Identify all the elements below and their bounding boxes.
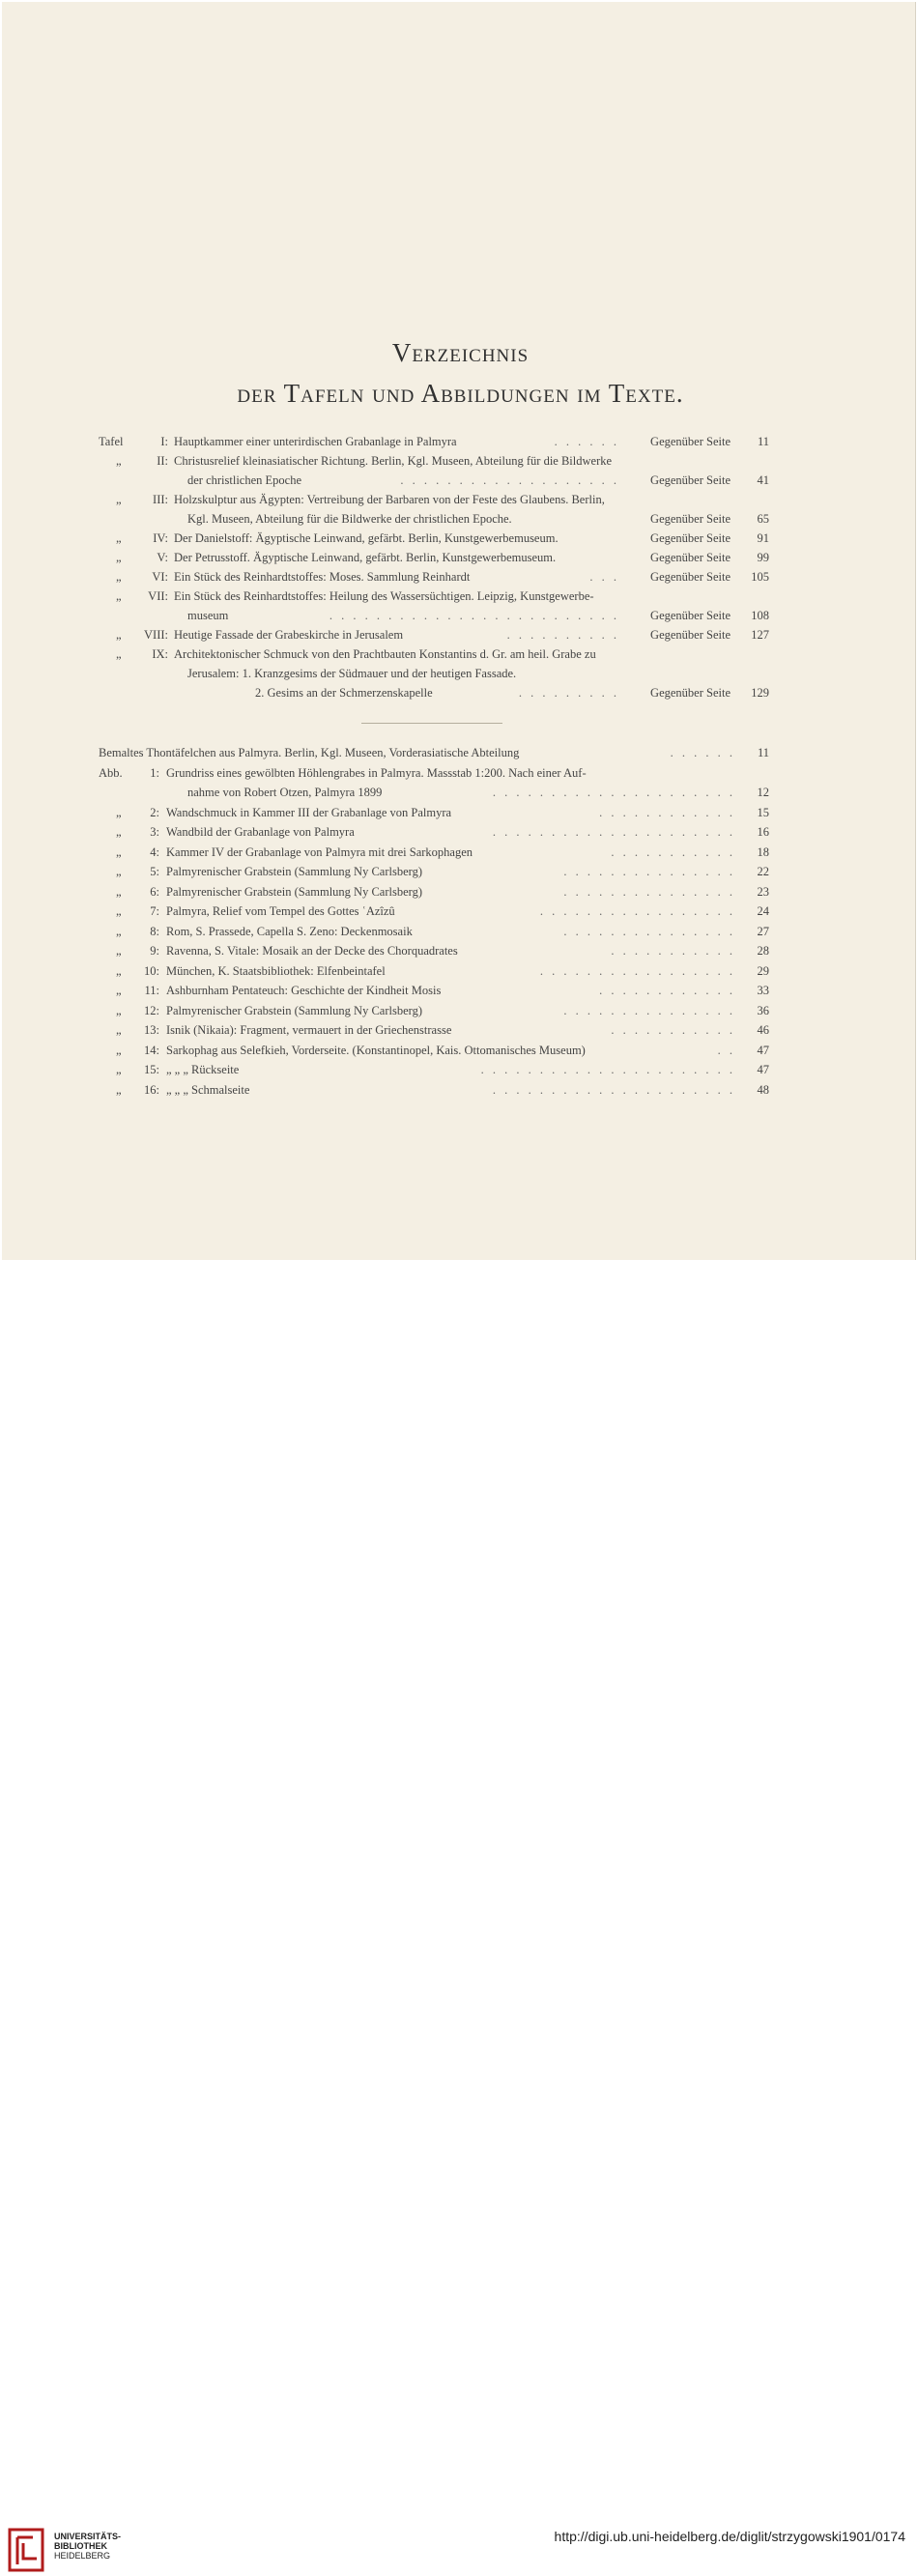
plate-leader-dots: . . . . . . . . .	[518, 686, 619, 700]
plate-row	[2, 529, 917, 548]
plate-title: Der Danielstoff: Ägyptische Leinwand, gefärbt. Berlin, Kunstgewerbemuseum.	[174, 531, 559, 545]
figure-prefix: „	[116, 865, 122, 878]
plate-page-number: 91	[757, 531, 769, 545]
library-name-line1: UNIVERSITÄTS-	[54, 2532, 122, 2541]
figure-row	[2, 1080, 917, 1100]
figure-number: 6:	[150, 884, 159, 899]
plate-title: Holzskulptur aus Ägypten: Vertreibung der Barbaren von der Feste des Glaubens. Berlin,	[174, 493, 605, 506]
library-name-line2: BIBLIOTHEK	[54, 2541, 107, 2551]
plate-row	[2, 587, 917, 606]
plate-title: Ein Stück des Reinhardtstoffes: Moses. Sammlung Reinhardt	[174, 570, 471, 584]
figure-prefix: „	[116, 1043, 122, 1057]
figure-row	[2, 822, 917, 842]
plate-title: Christusrelief kleinasiatischer Richtung. Berlin, Kgl. Museen, Abteilung für die Bildwerke	[174, 454, 613, 468]
library-name	[54, 2532, 121, 2561]
figure-row	[2, 843, 917, 862]
plate-row	[2, 432, 917, 451]
plate-row	[2, 625, 917, 644]
figure-number: 8:	[150, 924, 159, 938]
figure-page-number: 27	[757, 924, 769, 938]
plate-leader-dots: . . . . . .	[554, 435, 619, 448]
figure-page-number: 47	[757, 1063, 769, 1076]
plate-number: I:	[160, 435, 168, 448]
plate-page-number: 41	[757, 473, 769, 487]
figure-prefix: „	[116, 1063, 122, 1076]
figure-row	[2, 941, 917, 960]
plate-row	[2, 644, 917, 664]
figure-title: Palmyrenischer Grabstein (Sammlung Ny Carlsberg)	[166, 884, 422, 899]
figure-page-number: 46	[757, 1023, 769, 1037]
figure-title: Isnik (Nikaia): Fragment, vermauert in der Griechenstrasse	[166, 1023, 452, 1037]
plate-page-number: 99	[757, 551, 769, 564]
figure-prefix: „	[116, 825, 122, 839]
figure-prefix: „	[116, 944, 122, 958]
plate-title: Heutige Fassade der Grabeskirche in Jerusalem	[174, 628, 404, 642]
section-divider	[361, 723, 502, 724]
plate-number: V:	[157, 551, 168, 564]
plate-reference: Gegenüber Seite	[650, 686, 731, 700]
figure-leader-dots: . . . . . . . . . . . . . . .	[563, 1003, 735, 1017]
figure-leader-dots: . . . . . . . . . . . . . . .	[563, 865, 735, 878]
figure-page-number: 23	[757, 884, 769, 899]
scanned-page	[2, 2, 916, 1260]
figure-prefix: „	[116, 924, 122, 938]
source-url-link[interactable]: http://digi.ub.uni-heidelberg.de/diglit/strzygowski1901/0174	[554, 2529, 905, 2544]
plate-reference: Gegenüber Seite	[650, 473, 731, 487]
figure-page-number: 29	[757, 963, 769, 978]
figure-number: 1:	[150, 765, 159, 780]
figure-row	[2, 902, 917, 921]
plate-prefix: „	[116, 454, 122, 468]
figure-row	[2, 763, 917, 783]
plate-title: Ein Stück des Reinhardtstoffes: Heilung des Wassersüchtigen. Leipzig, Kunstgewerbe-	[174, 589, 594, 603]
figure-prefix: „	[116, 1082, 122, 1097]
plate-prefix: „	[116, 628, 122, 642]
plate-number: VI:	[152, 570, 168, 584]
plate-row	[2, 683, 917, 702]
figure-row	[2, 1001, 917, 1020]
figure-leader-dots: . . . . . . . . . . .	[611, 944, 735, 958]
plate-page-number: 11	[757, 435, 769, 448]
page-title: Verzeichnis	[391, 338, 530, 367]
figure-prefix: „	[116, 805, 122, 819]
plate-title: Architektonischer Schmuck von den Prachtbauten Konstantins d. Gr. am heil. Grabe zu	[174, 647, 596, 661]
figure-page-number: 22	[757, 865, 769, 878]
plate-title: Der Petrusstoff. Ägyptische Leinwand, gefärbt. Berlin, Kunstgewerbemuseum.	[174, 551, 557, 564]
figure-number: 9:	[150, 944, 159, 958]
figure-leader-dots: . . . . . . . . . . . . . . . . .	[539, 904, 735, 918]
figure-prefix: „	[116, 884, 122, 899]
plate-row	[2, 567, 917, 587]
plate-prefix: „	[116, 531, 122, 545]
figure-leader-dots: . . . . . . . . . . . .	[599, 805, 735, 819]
page-subtitle: der Tafeln und Abbildungen im Texte.	[237, 379, 684, 408]
figure-title: Ashburnham Pentateuch: Geschichte der Kindheit Mosis	[166, 984, 442, 997]
plate-row	[2, 606, 917, 625]
figure-page-number: 33	[757, 984, 769, 997]
figure-title: Wandbild der Grabanlage von Palmyra	[166, 825, 355, 839]
plate-title: der christlichen Epoche	[187, 473, 302, 487]
plate-number: IX:	[152, 647, 168, 661]
plate-row	[2, 471, 917, 490]
figure-row	[2, 981, 917, 1000]
plate-row	[2, 490, 917, 509]
figure-leader-dots: . .	[717, 1043, 735, 1057]
figure-prefix: „	[116, 984, 122, 997]
plate-reference: Gegenüber Seite	[650, 512, 731, 526]
plate-title: museum	[187, 609, 229, 622]
plate-leader-dots: . . . . . . . . . .	[506, 628, 619, 642]
figure-number: 15:	[144, 1063, 159, 1076]
figure-title: „ „ „ Rückseite	[166, 1063, 240, 1076]
plate-number: VIII:	[144, 628, 168, 642]
plate-number: VII:	[148, 589, 168, 603]
figure-number: 10:	[144, 963, 159, 978]
figure-leader-dots: . . . . . . . . . . . . . . .	[563, 884, 735, 899]
figure-row	[2, 743, 917, 762]
plate-prefix: Tafel	[99, 435, 124, 448]
plate-reference: Gegenüber Seite	[650, 628, 731, 642]
figure-prefix: „	[116, 904, 122, 918]
figure-number: 7:	[150, 904, 159, 918]
library-logo-icon	[8, 2526, 48, 2576]
plate-prefix: „	[116, 589, 122, 603]
plate-title: Jerusalem: 1. Kranzgesims der Südmauer und der heutigen Fassade.	[187, 667, 517, 680]
figure-number: 5:	[150, 865, 159, 878]
plate-number: III:	[153, 493, 168, 506]
figure-title: Palmyrenischer Grabstein (Sammlung Ny Carlsberg)	[166, 1003, 422, 1017]
figure-leader-dots: . . . . . . . . . . . .	[599, 984, 735, 997]
figure-number: 16:	[144, 1082, 159, 1097]
figure-title: München, K. Staatsbibliothek: Elfenbeintafel	[166, 963, 386, 978]
figure-row	[2, 1020, 917, 1040]
figure-row	[2, 1060, 917, 1079]
figure-page-number: 11	[757, 746, 769, 759]
figure-prefix: „	[116, 1003, 122, 1017]
figure-page-number: 48	[757, 1082, 769, 1097]
figure-leader-dots: . . . . . . . . . . .	[611, 844, 735, 859]
plate-reference: Gegenüber Seite	[650, 570, 731, 584]
figure-prefix: „	[116, 844, 122, 859]
figure-title: Palmyrenischer Grabstein (Sammlung Ny Carlsberg)	[166, 865, 422, 878]
plate-number: IV:	[153, 531, 168, 545]
plate-title: Kgl. Museen, Abteilung für die Bildwerke der christlichen Epoche.	[187, 512, 512, 526]
figure-leader-dots: . . . . . . . . . . . . . . . . . . . . .	[492, 786, 735, 799]
figure-prefix: „	[116, 963, 122, 978]
plate-page-number: 108	[751, 609, 769, 622]
figure-title: nahme von Robert Otzen, Palmyra 1899	[187, 786, 383, 799]
figure-row	[2, 1041, 917, 1060]
plate-row	[2, 509, 917, 529]
figure-number: 3:	[150, 825, 159, 839]
figure-number: 2:	[150, 805, 159, 819]
plate-prefix: „	[116, 570, 122, 584]
figure-leader-dots: . . . . . . . . . . . . . . . . .	[539, 963, 735, 978]
plate-prefix: „	[116, 493, 122, 506]
plate-row	[2, 451, 917, 471]
figure-row	[2, 803, 917, 822]
figure-page-number: 16	[757, 825, 769, 839]
plate-page-number: 105	[751, 570, 769, 584]
plate-page-number: 129	[751, 686, 769, 700]
figure-title: „ „ „ Schmalseite	[166, 1082, 250, 1097]
figure-number: 14:	[144, 1043, 159, 1057]
figure-row	[2, 783, 917, 802]
figure-leader-dots: . . . . . . . . . . . . . . . . . . . . . .	[480, 1063, 735, 1076]
plate-prefix: „	[116, 647, 122, 661]
plate-reference: Gegenüber Seite	[650, 609, 731, 622]
figure-title: Rom, S. Prassede, Capella S. Zeno: Deckenmosaik	[166, 924, 413, 938]
plate-row	[2, 548, 917, 567]
plate-leader-dots: . . . . . . . . . . . . . . . . . . . . . . . . .	[329, 609, 619, 622]
plate-title: 2. Gesims an der Schmerzenskapelle	[255, 686, 433, 700]
figure-leader-dots: . . . . . . . . . . . . . . .	[563, 924, 735, 938]
figure-row	[2, 922, 917, 941]
figure-page-number: 47	[757, 1043, 769, 1057]
figure-leader-dots: . . . . . .	[670, 746, 735, 759]
figure-number: 11:	[144, 984, 159, 997]
figure-page-number: 12	[757, 786, 769, 799]
figure-page-number: 28	[757, 944, 769, 958]
figure-title: Sarkophag aus Selefkieh, Vorderseite. (Konstantinopel, Kais. Ottomanisches Museum)	[166, 1043, 586, 1057]
figure-page-number: 15	[757, 805, 769, 819]
figure-title: Wandschmuck in Kammer III der Grabanlage von Palmyra	[166, 805, 452, 819]
plate-row	[2, 664, 917, 683]
footer-bar	[0, 1260, 917, 2561]
plate-leader-dots: . . . . . . . . . . . . . . . . . . .	[400, 473, 619, 487]
figure-number: 4:	[150, 844, 159, 859]
figure-title: Palmyra, Relief vom Tempel des Gottes ʿAzîzû	[166, 904, 395, 918]
figure-row	[2, 862, 917, 881]
figure-prefix: „	[116, 1023, 122, 1037]
figure-page-number: 36	[757, 1003, 769, 1017]
figure-row	[2, 882, 917, 902]
figure-title: Grundriss eines gewölbten Höhlengrabes in Palmyra. Massstab 1:200. Nach einer Auf-	[166, 765, 587, 780]
figure-prefix: Bemaltes Thontäfelchen aus Palmyra. Berlin, Kgl. Museen, Vorderasiatische Abteilung	[99, 746, 520, 759]
plate-page-number: 65	[757, 512, 769, 526]
figure-page-number: 18	[757, 844, 769, 859]
plate-reference: Gegenüber Seite	[650, 551, 731, 564]
plate-reference: Gegenüber Seite	[650, 531, 731, 545]
figure-leader-dots: . . . . . . . . . . . . . . . . . . . . .	[492, 825, 735, 839]
figure-title: Kammer IV der Grabanlage von Palmyra mit drei Sarkophagen	[166, 844, 473, 859]
figure-number: 12:	[144, 1003, 159, 1017]
figure-leader-dots: . . . . . . . . . . .	[611, 1023, 735, 1037]
figure-row	[2, 961, 917, 981]
plate-title: Hauptkammer einer unterirdischen Grabanlage in Palmyra	[174, 435, 457, 448]
plate-prefix: „	[116, 551, 122, 564]
plate-page-number: 127	[751, 628, 769, 642]
figure-page-number: 24	[757, 904, 769, 918]
plate-number: II:	[157, 454, 168, 468]
plate-leader-dots: . . .	[589, 570, 619, 584]
figure-prefix: Abb.	[99, 765, 123, 780]
plate-reference: Gegenüber Seite	[650, 435, 731, 448]
figure-title: Ravenna, S. Vitale: Mosaik an der Decke des Chorquadrates	[166, 944, 458, 958]
figure-number: 13:	[144, 1023, 159, 1037]
figure-leader-dots: . . . . . . . . . . . . . . . . . . . . .	[492, 1082, 735, 1097]
library-name-line3: HEIDELBERG	[54, 2551, 111, 2561]
